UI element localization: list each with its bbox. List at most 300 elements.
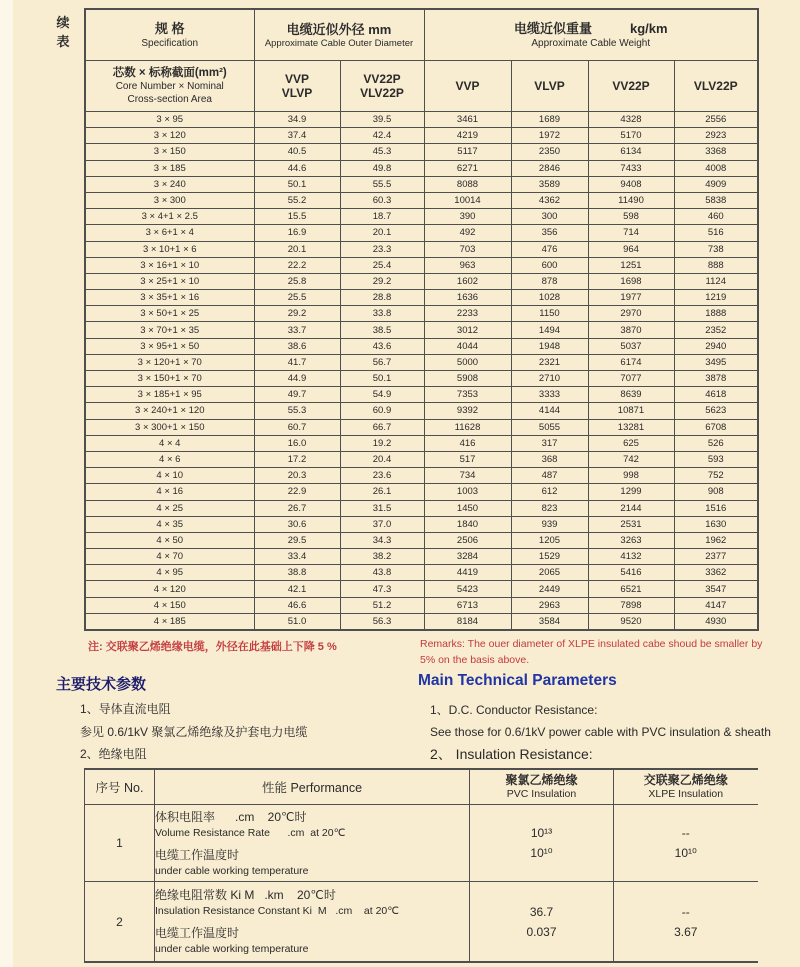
spec-table-header xyxy=(85,9,758,112)
table-row xyxy=(85,468,758,484)
value-cell: 1972 xyxy=(511,128,588,144)
page-margin xyxy=(0,0,13,967)
value-cell: 55.3 xyxy=(254,403,340,419)
value-cell: 2144 xyxy=(588,500,674,516)
value-cell: 60.7 xyxy=(254,419,340,435)
value-cell: 66.7 xyxy=(340,419,424,435)
value-cell: 1840 xyxy=(424,516,511,532)
value-cell: 734 xyxy=(424,468,511,484)
value-cell: 54.9 xyxy=(340,387,424,403)
value-cell: 1251 xyxy=(588,257,674,273)
value-cell: 44.6 xyxy=(254,160,340,176)
value-cell: 908 xyxy=(674,484,758,500)
value-cell: 2350 xyxy=(511,144,588,160)
performance-cell: 绝缘电阻常数 Ki M .km 20℃时 Insulation Resistance Constant Ki M .cm at 20℃ 电缆工作温度时 under cable working temperature xyxy=(155,882,470,963)
table-row xyxy=(85,306,758,322)
spec-cell: 4 × 4 xyxy=(85,435,254,451)
value-cell: 55.5 xyxy=(340,176,424,192)
value-cell: 60.3 xyxy=(340,192,424,208)
value-cell: 3495 xyxy=(674,354,758,370)
core-title-en1: Core Number × Nominal xyxy=(115,81,224,92)
value-cell: 50.1 xyxy=(254,176,340,192)
value-cell: 30.6 xyxy=(254,516,340,532)
value-cell: 55.2 xyxy=(254,192,340,208)
section-items-en xyxy=(430,699,771,765)
value-cell: 6713 xyxy=(424,597,511,613)
value-cell: 1516 xyxy=(674,500,758,516)
table-row xyxy=(85,516,758,532)
value-cell: 29.5 xyxy=(254,532,340,548)
value-cell: 963 xyxy=(424,257,511,273)
list-item: 2、 Insulation Resistance: xyxy=(430,746,593,762)
value-cell: 1888 xyxy=(674,306,758,322)
value-cell: 7433 xyxy=(588,160,674,176)
value-cell: 3368 xyxy=(674,144,758,160)
value-cell: 888 xyxy=(674,257,758,273)
col-pvc-header: 聚氯乙烯绝缘 PVC Insulation xyxy=(470,769,614,805)
value-cell: 16.0 xyxy=(254,435,340,451)
value-cell: 1636 xyxy=(424,290,511,306)
section-title-cn: 主要技术参数 xyxy=(56,676,147,693)
value-cell: 1003 xyxy=(424,484,511,500)
table-row xyxy=(85,290,758,306)
value-cell: 3878 xyxy=(674,371,758,387)
list-item: 1、D.C. Conductor Resistance: xyxy=(430,703,598,717)
spec-cell: 3 × 185+1 × 95 xyxy=(85,387,254,403)
table-row xyxy=(85,371,758,387)
xlpe-value-cell: -- 3.67 xyxy=(614,882,758,963)
value-cell: 752 xyxy=(674,468,758,484)
value-cell: 8088 xyxy=(424,176,511,192)
note-cn: 注: 交联聚乙烯绝缘电缆，外径在此基础上下降 5 % xyxy=(88,641,337,653)
col-performance-header: 性能 Performance xyxy=(155,769,470,805)
value-cell: 516 xyxy=(674,225,758,241)
value-cell: 2710 xyxy=(511,371,588,387)
value-cell: 390 xyxy=(424,209,511,225)
value-cell: 492 xyxy=(424,225,511,241)
value-cell: 4144 xyxy=(511,403,588,419)
table-row xyxy=(85,354,758,370)
table-row xyxy=(85,128,758,144)
spec-cell: 4 × 10 xyxy=(85,468,254,484)
table-row xyxy=(85,257,758,273)
table-row xyxy=(85,419,758,435)
spec-cell: 3 × 185 xyxy=(85,160,254,176)
value-cell: 13281 xyxy=(588,419,674,435)
value-cell: 5838 xyxy=(674,192,758,208)
spec-cell: 3 × 6+1 × 4 xyxy=(85,225,254,241)
value-cell: 1205 xyxy=(511,532,588,548)
value-cell: 60.9 xyxy=(340,403,424,419)
row-number: 2 xyxy=(85,882,155,963)
col-diameter-vv22p-vlv22p: VV22P VLV22P xyxy=(340,61,424,112)
value-cell: 738 xyxy=(674,241,758,257)
value-cell: 8639 xyxy=(588,387,674,403)
spec-header-cell xyxy=(85,9,254,61)
value-cell: 2846 xyxy=(511,160,588,176)
value-cell: 23.6 xyxy=(340,468,424,484)
value-cell: 50.1 xyxy=(340,371,424,387)
value-cell: 20.1 xyxy=(340,225,424,241)
value-cell: 43.6 xyxy=(340,338,424,354)
value-cell: 45.3 xyxy=(340,144,424,160)
spec-cell: 3 × 240 xyxy=(85,176,254,192)
spec-cell: 3 × 95+1 × 50 xyxy=(85,338,254,354)
continued-table-label: 续表 xyxy=(56,15,70,49)
value-cell: 3461 xyxy=(424,112,511,128)
value-cell: 26.1 xyxy=(340,484,424,500)
value-cell: 34.9 xyxy=(254,112,340,128)
value-cell: 476 xyxy=(511,241,588,257)
value-cell: 5416 xyxy=(588,565,674,581)
table-row xyxy=(85,209,758,225)
weight-title-cn: 电缆近似重量 xyxy=(513,21,592,36)
value-cell: 39.5 xyxy=(340,112,424,128)
spec-cell: 4 × 6 xyxy=(85,451,254,467)
value-cell: 20.4 xyxy=(340,451,424,467)
value-cell: 598 xyxy=(588,209,674,225)
value-cell: 3284 xyxy=(424,549,511,565)
value-cell: 2449 xyxy=(511,581,588,597)
value-cell: 4044 xyxy=(424,338,511,354)
value-cell: 37.4 xyxy=(254,128,340,144)
value-cell: 4219 xyxy=(424,128,511,144)
table-row xyxy=(85,322,758,338)
value-cell: 18.7 xyxy=(340,209,424,225)
value-cell: 2377 xyxy=(674,549,758,565)
value-cell: 42.4 xyxy=(340,128,424,144)
value-cell: 5170 xyxy=(588,128,674,144)
section-items-cn xyxy=(80,698,307,766)
value-cell: 38.6 xyxy=(254,338,340,354)
value-cell: 2065 xyxy=(511,565,588,581)
row-number: 1 xyxy=(85,805,155,882)
spec-cell: 4 × 120 xyxy=(85,581,254,597)
value-cell: 37.0 xyxy=(340,516,424,532)
spec-cell: 3 × 150+1 × 70 xyxy=(85,371,254,387)
table-row xyxy=(85,451,758,467)
diameter-title-en: Approximate Cable Outer Diameter xyxy=(264,37,414,49)
col-weight-vv22p: VV22P xyxy=(588,61,674,112)
performance-cell: 体积电阻率 .cm 20℃时 Volume Resistance Rate .cm at 20℃ 电缆工作温度时 under cable working temperature xyxy=(155,805,470,882)
value-cell: 460 xyxy=(674,209,758,225)
value-cell: 1150 xyxy=(511,306,588,322)
value-cell: 1602 xyxy=(424,273,511,289)
value-cell: 6271 xyxy=(424,160,511,176)
pvc-value-cell: 10¹³ 10¹⁰ xyxy=(470,805,614,882)
spec-cell: 4 × 50 xyxy=(85,532,254,548)
core-title-en2: Cross-section Area xyxy=(127,94,212,105)
value-cell: 1124 xyxy=(674,273,758,289)
value-cell: 6521 xyxy=(588,581,674,597)
params-table-header xyxy=(85,769,758,805)
table-row xyxy=(85,144,758,160)
value-cell: 11628 xyxy=(424,419,511,435)
spec-cell: 3 × 120+1 × 70 xyxy=(85,354,254,370)
diameter-header-cell xyxy=(254,9,424,61)
value-cell: 4362 xyxy=(511,192,588,208)
value-cell: 4419 xyxy=(424,565,511,581)
table-row xyxy=(85,241,758,257)
spec-cell: 3 × 50+1 × 25 xyxy=(85,306,254,322)
table-row xyxy=(85,403,758,419)
spec-cell: 4 × 25 xyxy=(85,500,254,516)
spec-cell: 3 × 300+1 × 150 xyxy=(85,419,254,435)
spec-cell: 3 × 70+1 × 35 xyxy=(85,322,254,338)
value-cell: 56.7 xyxy=(340,354,424,370)
value-cell: 3589 xyxy=(511,176,588,192)
value-cell: 3584 xyxy=(511,613,588,630)
weight-unit: kg/km xyxy=(629,21,668,36)
value-cell: 3012 xyxy=(424,322,511,338)
spec-cell: 4 × 185 xyxy=(85,613,254,630)
value-cell: 7898 xyxy=(588,597,674,613)
value-cell: 33.7 xyxy=(254,322,340,338)
value-cell: 26.7 xyxy=(254,500,340,516)
params-row-volume-resistance xyxy=(85,805,758,882)
spec-cell: 3 × 4+1 × 2.5 xyxy=(85,209,254,225)
value-cell: 4147 xyxy=(674,597,758,613)
spec-cell: 3 × 240+1 × 120 xyxy=(85,403,254,419)
value-cell: 317 xyxy=(511,435,588,451)
core-title-cn: 芯数 × 标称截面(mm²) xyxy=(112,67,227,79)
spec-cell: 3 × 16+1 × 10 xyxy=(85,257,254,273)
value-cell: 51.2 xyxy=(340,597,424,613)
value-cell: 10871 xyxy=(588,403,674,419)
value-cell: 593 xyxy=(674,451,758,467)
table-row xyxy=(85,176,758,192)
value-cell: 1494 xyxy=(511,322,588,338)
value-cell: 4930 xyxy=(674,613,758,630)
value-cell: 20.1 xyxy=(254,241,340,257)
value-cell: 1219 xyxy=(674,290,758,306)
value-cell: 5908 xyxy=(424,371,511,387)
col-weight-vlv22p: VLV22P xyxy=(674,61,758,112)
value-cell: 7353 xyxy=(424,387,511,403)
value-cell: 878 xyxy=(511,273,588,289)
table-row xyxy=(85,500,758,516)
table-row xyxy=(85,338,758,354)
value-cell: 5423 xyxy=(424,581,511,597)
value-cell: 2940 xyxy=(674,338,758,354)
spec-cell: 4 × 95 xyxy=(85,565,254,581)
value-cell: 33.8 xyxy=(340,306,424,322)
value-cell: 714 xyxy=(588,225,674,241)
table-row xyxy=(85,112,758,128)
value-cell: 2556 xyxy=(674,112,758,128)
value-cell: 9520 xyxy=(588,613,674,630)
diameter-title-cn: 电缆近似外径 mm xyxy=(286,21,392,37)
value-cell: 517 xyxy=(424,451,511,467)
value-cell: 2352 xyxy=(674,322,758,338)
value-cell: 29.2 xyxy=(340,273,424,289)
params-row-insulation-constant xyxy=(85,882,758,963)
value-cell: 2970 xyxy=(588,306,674,322)
value-cell: 1962 xyxy=(674,532,758,548)
table-row xyxy=(85,435,758,451)
value-cell: 368 xyxy=(511,451,588,467)
value-cell: 19.2 xyxy=(340,435,424,451)
spec-cell: 3 × 10+1 × 6 xyxy=(85,241,254,257)
value-cell: 1299 xyxy=(588,484,674,500)
value-cell: 300 xyxy=(511,209,588,225)
value-cell: 40.5 xyxy=(254,144,340,160)
value-cell: 823 xyxy=(511,500,588,516)
spec-cell: 4 × 70 xyxy=(85,549,254,565)
value-cell: 612 xyxy=(511,484,588,500)
value-cell: 600 xyxy=(511,257,588,273)
value-cell: 15.5 xyxy=(254,209,340,225)
table-row xyxy=(85,192,758,208)
value-cell: 22.2 xyxy=(254,257,340,273)
value-cell: 31.5 xyxy=(340,500,424,516)
value-cell: 5000 xyxy=(424,354,511,370)
value-cell: 939 xyxy=(511,516,588,532)
value-cell: 964 xyxy=(588,241,674,257)
spec-cell: 3 × 25+1 × 10 xyxy=(85,273,254,289)
value-cell: 625 xyxy=(588,435,674,451)
value-cell: 25.8 xyxy=(254,273,340,289)
spec-cell: 4 × 16 xyxy=(85,484,254,500)
spec-title-cn: 规 格 xyxy=(154,21,185,36)
value-cell: 44.9 xyxy=(254,371,340,387)
value-cell: 7077 xyxy=(588,371,674,387)
value-cell: 416 xyxy=(424,435,511,451)
value-cell: 356 xyxy=(511,225,588,241)
table-row xyxy=(85,597,758,613)
value-cell: 4008 xyxy=(674,160,758,176)
table-row xyxy=(85,549,758,565)
col-diameter-vvp-vlvp: VVP VLVP xyxy=(254,61,340,112)
value-cell: 34.3 xyxy=(340,532,424,548)
table-row xyxy=(85,225,758,241)
value-cell: 8184 xyxy=(424,613,511,630)
spec-cell: 3 × 95 xyxy=(85,112,254,128)
value-cell: 3362 xyxy=(674,565,758,581)
value-cell: 526 xyxy=(674,435,758,451)
value-cell: 51.0 xyxy=(254,613,340,630)
spec-table-body xyxy=(85,112,758,631)
value-cell: 1028 xyxy=(511,290,588,306)
value-cell: 1977 xyxy=(588,290,674,306)
value-cell: 2233 xyxy=(424,306,511,322)
value-cell: 49.8 xyxy=(340,160,424,176)
value-cell: 41.7 xyxy=(254,354,340,370)
value-cell: 4909 xyxy=(674,176,758,192)
value-cell: 3333 xyxy=(511,387,588,403)
value-cell: 9408 xyxy=(588,176,674,192)
value-cell: 1689 xyxy=(511,112,588,128)
value-cell: 2923 xyxy=(674,128,758,144)
value-cell: 25.4 xyxy=(340,257,424,273)
value-cell: 29.2 xyxy=(254,306,340,322)
value-cell: 6134 xyxy=(588,144,674,160)
table-row xyxy=(85,160,758,176)
value-cell: 46.6 xyxy=(254,597,340,613)
value-cell: 4132 xyxy=(588,549,674,565)
value-cell: 33.4 xyxy=(254,549,340,565)
table-row xyxy=(85,565,758,581)
value-cell: 49.7 xyxy=(254,387,340,403)
col-no-header: 序号 No. xyxy=(85,769,155,805)
value-cell: 43.8 xyxy=(340,565,424,581)
list-item: 1、导体直流电阻 xyxy=(80,702,171,716)
value-cell: 17.2 xyxy=(254,451,340,467)
value-cell: 38.5 xyxy=(340,322,424,338)
value-cell: 9392 xyxy=(424,403,511,419)
value-cell: 2963 xyxy=(511,597,588,613)
value-cell: 2321 xyxy=(511,354,588,370)
value-cell: 4328 xyxy=(588,112,674,128)
xlpe-value-cell: -- 10¹⁰ xyxy=(614,805,758,882)
list-item: See those for 0.6/1kV power cable with PVC insulation & sheath xyxy=(430,725,771,739)
list-item: 2、绝缘电阻 xyxy=(80,747,147,761)
value-cell: 703 xyxy=(424,241,511,257)
core-section-header-cell xyxy=(85,61,254,112)
value-cell: 487 xyxy=(511,468,588,484)
value-cell: 5623 xyxy=(674,403,758,419)
weight-header-cell xyxy=(424,9,758,61)
value-cell: 2531 xyxy=(588,516,674,532)
col-xlpe-header: 交联聚乙烯绝缘 XLPE Insulation xyxy=(614,769,758,805)
value-cell: 25.5 xyxy=(254,290,340,306)
value-cell: 10014 xyxy=(424,192,511,208)
list-item: 参见 0.6/1kV 聚氯乙烯绝缘及护套电力电缆 xyxy=(80,724,308,739)
value-cell: 23.3 xyxy=(340,241,424,257)
spec-cell: 3 × 150 xyxy=(85,144,254,160)
spec-cell: 3 × 120 xyxy=(85,128,254,144)
section-title-en: Main Technical Parameters xyxy=(418,672,617,689)
value-cell: 28.8 xyxy=(340,290,424,306)
spec-title-en: Specification xyxy=(141,38,199,49)
technical-parameters-table xyxy=(84,768,758,963)
value-cell: 22.9 xyxy=(254,484,340,500)
value-cell: 5117 xyxy=(424,144,511,160)
spec-cell: 3 × 35+1 × 16 xyxy=(85,290,254,306)
table-row xyxy=(85,484,758,500)
value-cell: 11490 xyxy=(588,192,674,208)
value-cell: 38.8 xyxy=(254,565,340,581)
col-weight-vlvp: VLVP xyxy=(511,61,588,112)
value-cell: 1630 xyxy=(674,516,758,532)
value-cell: 3870 xyxy=(588,322,674,338)
value-cell: 5055 xyxy=(511,419,588,435)
value-cell: 38.2 xyxy=(340,549,424,565)
col-weight-vvp: VVP xyxy=(424,61,511,112)
value-cell: 1698 xyxy=(588,273,674,289)
table-row xyxy=(85,613,758,630)
spec-cell: 4 × 35 xyxy=(85,516,254,532)
value-cell: 2506 xyxy=(424,532,511,548)
value-cell: 4618 xyxy=(674,387,758,403)
table-row xyxy=(85,273,758,289)
value-cell: 56.3 xyxy=(340,613,424,630)
value-cell: 998 xyxy=(588,468,674,484)
value-cell: 20.3 xyxy=(254,468,340,484)
table-row xyxy=(85,532,758,548)
value-cell: 1948 xyxy=(511,338,588,354)
spec-cell: 3 × 300 xyxy=(85,192,254,208)
value-cell: 42.1 xyxy=(254,581,340,597)
pvc-value-cell: 36.7 0.037 xyxy=(470,882,614,963)
value-cell: 742 xyxy=(588,451,674,467)
value-cell: 1529 xyxy=(511,549,588,565)
value-cell: 3263 xyxy=(588,532,674,548)
value-cell: 1450 xyxy=(424,500,511,516)
value-cell: 6708 xyxy=(674,419,758,435)
cable-spec-table xyxy=(84,8,759,631)
value-cell: 47.3 xyxy=(340,581,424,597)
